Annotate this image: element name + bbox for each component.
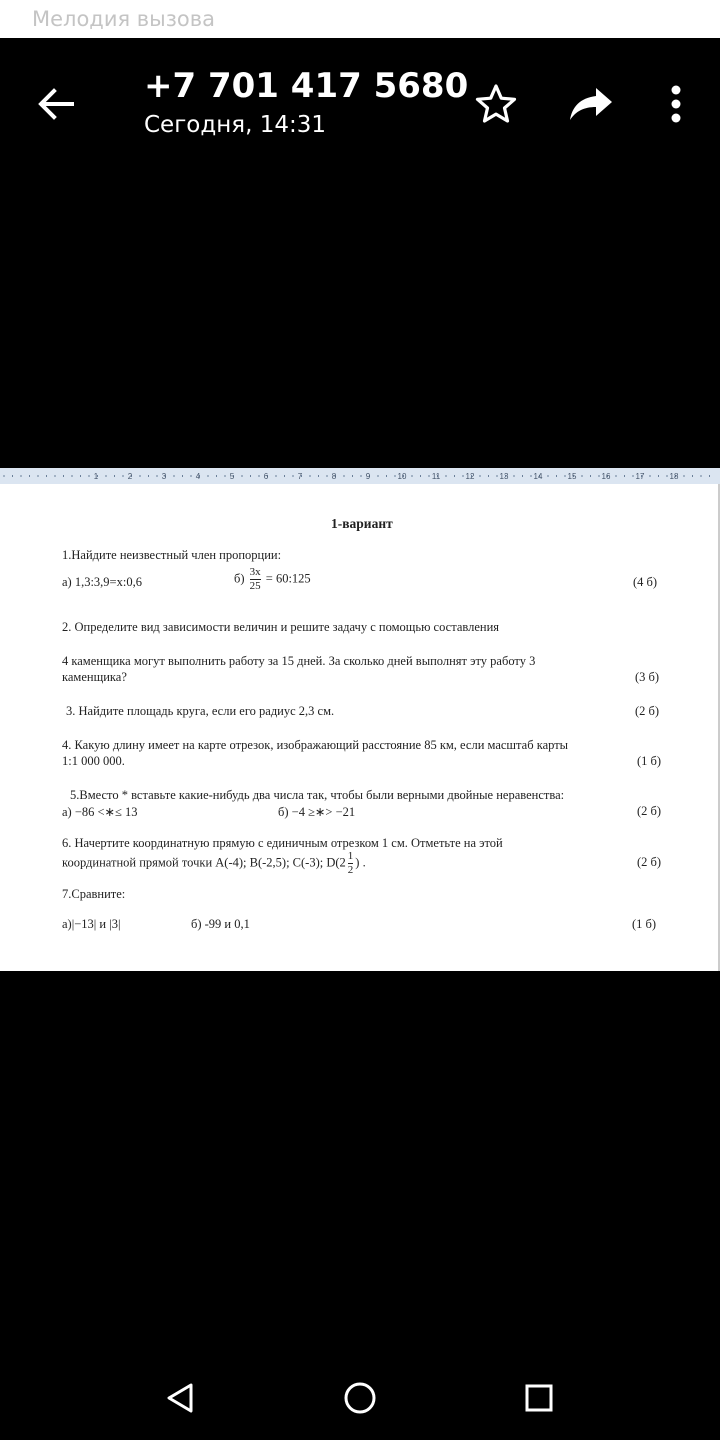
ruler-number: 8 [331,472,337,481]
task-6-line-2 [62,850,366,877]
nav-recents-icon[interactable] [524,1383,554,1413]
navigation-bar [0,1350,720,1440]
task-1-b-rest: = 60:125 [265,571,311,586]
task-7-a: а)|−13| и |3| [62,917,121,931]
ruler-number: 13 [499,472,509,481]
task-4-line-2: 1:1 000 000. [62,754,125,768]
nav-back-icon[interactable] [164,1382,196,1414]
task-1-b-prefix: б) [234,571,245,586]
attached-photo[interactable] [0,468,720,971]
message-date: Сегодня, 14:31 [144,112,327,138]
task-6-fraction [348,850,354,877]
task-2-points: (3 б) [635,670,660,684]
task-5-b: б) −4 ≥∗> −21 [278,805,356,819]
task-5: 5.Вместо * вставьте какие-нибудь два числа так, чтобы были верными двойные неравенства: [70,788,565,802]
task-1: 1.Найдите неизвестный член пропорции: [62,548,282,562]
ruler-number: 16 [601,472,611,481]
ruler-number: 11 [431,472,441,481]
ruler-number: 3 [161,472,167,481]
document-page [0,484,720,971]
status-bar [0,0,720,38]
task-1-a: а) 1,3:3,9=х:0,6 [62,575,142,589]
star-icon[interactable] [474,82,518,126]
fraction-denominator: 25 [249,580,261,592]
more-icon[interactable] [662,84,690,124]
task-4-line-1: 4. Какую длину имеет на карте отрезок, изображающий расстояние 85 км, если масштаб карты [62,738,569,752]
ruler-number: 9 [365,472,371,481]
ruler-number: 6 [263,472,269,481]
task-6-points: (2 б) [637,855,662,869]
task-7-points: (1 б) [632,917,657,931]
share-icon[interactable] [568,84,614,124]
task-3: 3. Найдите площадь круга, если его радиус 2,3 см. [66,704,335,718]
task-6-line-2-suffix: ) . [355,855,366,870]
task-2: 2. Определите вид зависимости величин и решите задачу с помощью составления [62,620,500,634]
task-5-points: (2 б) [637,804,662,818]
ruler-number: 2 [127,472,133,481]
ruler-number: 15 [567,472,577,481]
fraction-denominator: 2 [347,864,354,876]
fraction-numerator: 1 [347,850,354,862]
ruler-number: 7 [297,472,303,481]
task-1-b-fraction [250,566,261,593]
task-2-line-1: 4 каменщика могут выполнить работу за 15 дней. За сколько дней выполнят эту работу 3 [62,654,536,668]
status-bar-title: Мелодия вызова [32,7,216,31]
ruler-number: 14 [533,472,543,481]
task-6-line-1: 6. Начертите координатную прямую с единичным отрезком 1 см. Отметьте на этой [62,836,503,850]
back-arrow-icon[interactable] [36,86,76,122]
ruler-number: 18 [669,472,679,481]
app-bar [0,38,720,158]
task-4-points: (1 б) [637,754,662,768]
ruler-number: 12 [465,472,475,481]
task-5-a: а) −86 <∗≤ 13 [62,805,138,819]
document-ruler [0,468,720,485]
nav-home-icon[interactable] [342,1380,378,1416]
ruler-number: 5 [229,472,235,481]
ruler-number: 1 [93,472,99,481]
task-7-b: б) -99 и 0,1 [191,917,250,931]
ruler-number: 10 [397,472,407,481]
task-1-b [234,566,311,593]
task-3-points: (2 б) [635,704,660,718]
task-6-line-2-prefix: координатной прямой точки А(-4); В(-2,5); С(-3); D(2 [62,855,346,870]
task-7: 7.Сравните: [62,887,126,901]
phone-number: +7 701 417 5680 [144,66,469,106]
ruler-number: 17 [635,472,645,481]
ruler-number: 4 [195,472,201,481]
document-title: 1-вариант [331,516,393,531]
task-2-line-2: каменщика? [62,670,127,684]
fraction-numerator: 3х [249,566,261,578]
task-1-points: (4 б) [633,575,658,589]
